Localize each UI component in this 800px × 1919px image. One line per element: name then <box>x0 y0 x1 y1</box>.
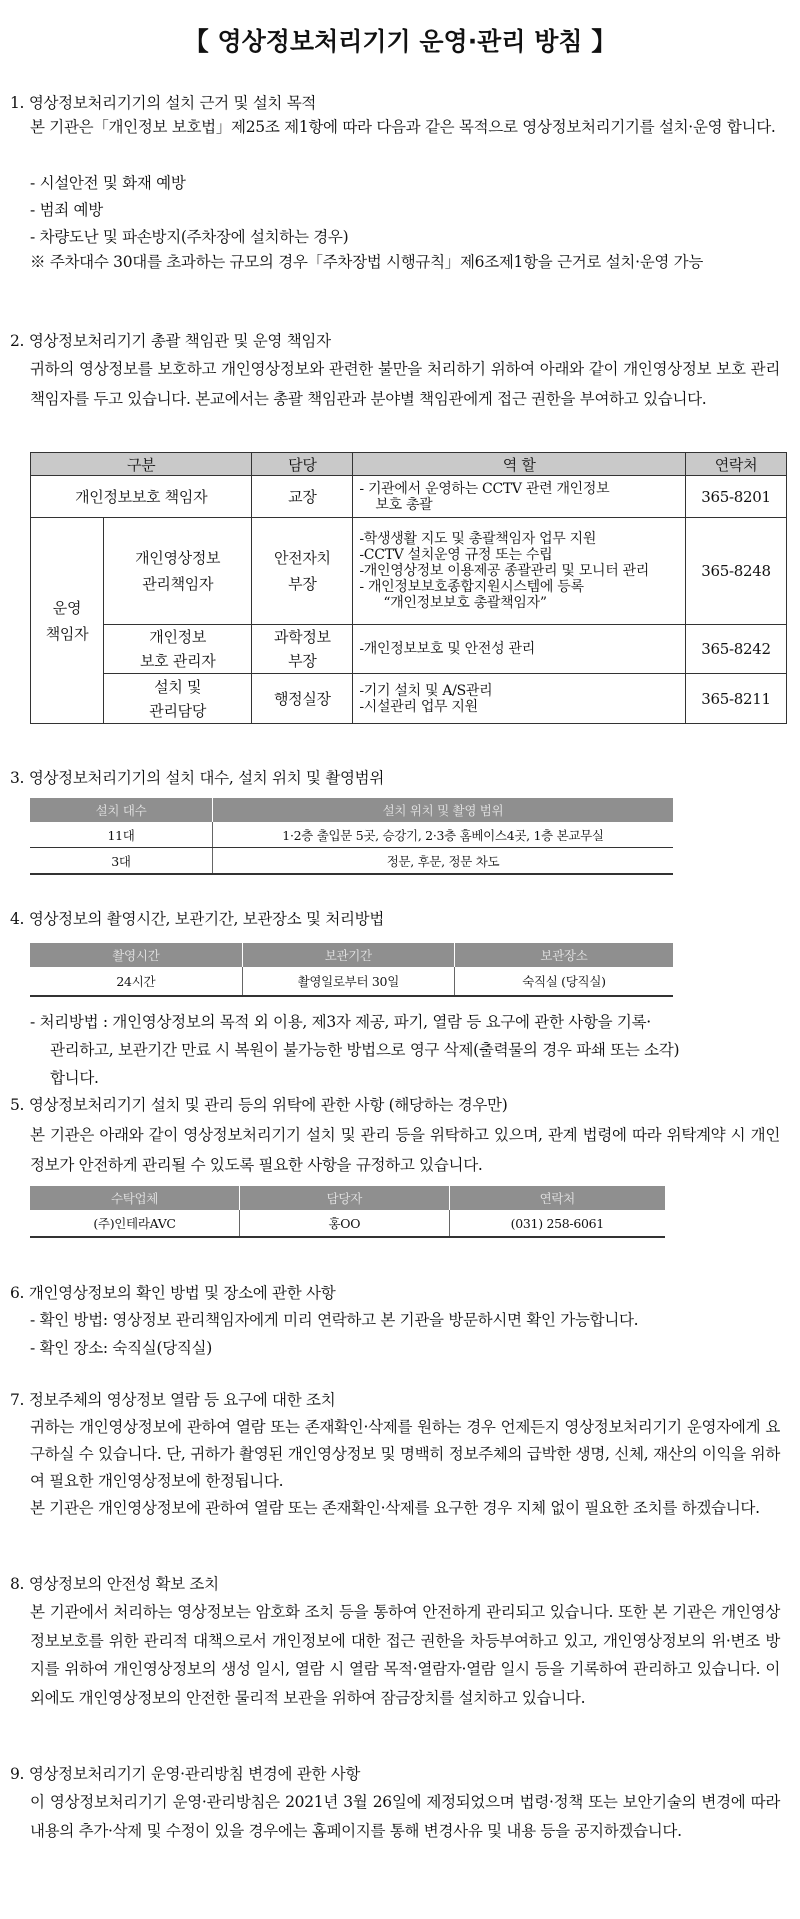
outsourcing-table <box>30 1186 665 1238</box>
section-7-body: 본 기관은 개인영상정보에 관하여 열람 또는 존재확인·삭제를 요구한 경우 지체 없이 필요한 조치를 하겠습니다. <box>30 1499 760 1517</box>
section-1-bullet: - 범죄 예방 <box>30 201 103 219</box>
section-3-heading: 3. 영상정보처리기기의 설치 대수, 설치 위치 및 촬영범위 <box>10 769 385 787</box>
table-cell: 촬영일로부터 30일 <box>242 967 454 996</box>
table-cell: 11대 <box>30 822 213 848</box>
row-label: 개인영상정보 관리책임자 <box>104 518 252 625</box>
section-1-bullet: - 시설안전 및 화재 예방 <box>30 174 186 192</box>
row-dept: 안전자치 부장 <box>252 518 353 625</box>
section-2-heading: 2. 영상정보처리기기 총괄 책임관 및 운영 책임자 <box>10 332 331 350</box>
table-cell: 24시간 <box>30 967 242 996</box>
row-label: 개인정보 보호 관리자 <box>104 625 252 674</box>
section-9-body: 이 영상정보처리기기 운영·관리방침은 2021년 3월 26일에 제정되었으며 법령·정책 또는 보안기술의 변경에 따라 내용의 추가·삭제 및 수정이 있을 경우에는 홈페이지를 통해 변경사유 및 내용 등을 공지하겠습니다. <box>30 1793 780 1840</box>
section-2-body: 귀하의 영상정보를 보호하고 개인영상정보와 관련한 불만을 처리하기 위하여 아래와 같이 개인영상정보 보호 관리책임자를 두고 있습니다. 본교에서는 총괄 책임관과 분야별 책임관에게 접근 권한을 부여하고 있습니다. <box>30 360 780 408</box>
table-row <box>30 848 673 875</box>
install-table <box>30 798 673 875</box>
col-header: 촬영시간 <box>30 943 242 967</box>
section-1-note: ※ 주차대수 30대를 초과하는 규모의 경우「주차장법 시행규칙」제6조제1항을 근거로 설치·운영 가능 <box>30 253 704 271</box>
col-header-role: 역 할 <box>353 453 686 476</box>
row-phone: 365-8242 <box>686 625 787 674</box>
col-header: 설치 대수 <box>30 798 213 822</box>
col-header: 설치 위치 및 촬영 범위 <box>213 798 674 822</box>
section-5-heading: 5. 영상정보처리기기 설치 및 관리 등의 위탁에 관한 사항 (해당하는 경우만) <box>10 1096 508 1114</box>
table-row <box>30 967 673 996</box>
table-cell: 숙직실 (당직실) <box>454 967 673 996</box>
table-row <box>31 674 787 724</box>
table-row <box>30 1210 665 1237</box>
section-6-heading: 6. 개인영상정보의 확인 방법 및 장소에 관한 사항 <box>10 1284 336 1302</box>
row-dept: 과학정보 부장 <box>252 625 353 674</box>
table-row <box>31 625 787 674</box>
col-header: 담당자 <box>240 1186 450 1210</box>
section-4-method: - 처리방법 : 개인영상정보의 목적 외 이용, 제3자 제공, 파기, 열람 등 요구에 관한 사항을 기록· <box>30 1013 651 1031</box>
section-6-bullet: - 확인 장소: 숙직실(당직실) <box>30 1339 212 1357</box>
section-4-method: 합니다. <box>50 1069 99 1087</box>
col-header: 보관기간 <box>242 943 454 967</box>
table-row <box>31 476 787 518</box>
row-role: -개인정보보호 및 안전성 관리 <box>353 625 686 674</box>
table-row <box>31 518 787 625</box>
section-1-bullet: - 차량도난 및 파손방지(주차장에 설치하는 경우) <box>30 228 349 246</box>
row-dept: 행정실장 <box>252 674 353 724</box>
section-1-body: 본 기관은「개인정보 보호법」제25조 제1항에 따라 다음과 같은 목적으로 영상정보처리기기를 설치·운영 합니다. <box>30 118 776 136</box>
col-header-contact: 연락처 <box>686 453 787 476</box>
row-label: 개인정보보호 책임자 <box>31 476 252 518</box>
section-1-heading: 1. 영상정보처리기기의 설치 근거 및 설치 목적 <box>10 94 317 112</box>
row-role: -기기 설치 및 A/S관리 -시설관리 업무 지원 <box>353 674 686 724</box>
section-5-body: 본 기관은 아래와 같이 영상정보처리기기 설치 및 관리 등을 위탁하고 있으며, 관계 법령에 따라 위탁계약 시 개인정보가 안전하게 관리될 수 있도록 필요한 사항을 규정하고 있습니다. <box>30 1126 780 1174</box>
retention-table <box>30 943 673 997</box>
group-label: 운영 책임자 <box>31 518 104 724</box>
responsibility-table <box>30 452 787 724</box>
section-4-method: 관리하고, 보관기간 만료 시 복원이 불가능한 방법으로 영구 삭제(출력물의 경우 파쇄 또는 소각) <box>50 1041 680 1059</box>
table-cell: 1·2층 출입문 5곳, 승강기, 2·3층 홈베이스4곳, 1층 본교무실 <box>213 822 674 848</box>
row-role: -학생생활 지도 및 총괄책임자 업무 지원 -CCTV 설치운영 규정 또는 수립 -개인영상정보 이용제공 종괄관리 및 모니터 관리 - 개인정보보호종합지원시스템에 등록 “개인정보보호 총괄책임자” <box>353 518 686 625</box>
table-cell: 홍OO <box>240 1210 450 1237</box>
section-7-body: 귀하는 개인영상정보에 관하여 열람 또는 존재확인·삭제를 원하는 경우 언제든지 영상정보처리기기 운영자에게 요구하실 수 있습니다. 단, 귀하가 촬영된 개인영상정보 및 명백히 정보주체의 급박한 생명, 신체, 재산의 이익을 위하여 필요한 개인영상정보에 한정됩니다. <box>30 1418 780 1490</box>
row-phone: 365-8201 <box>686 476 787 518</box>
table-cell: (주)인테라AVC <box>30 1210 240 1237</box>
col-header: 보관장소 <box>454 943 673 967</box>
table-row <box>30 822 673 848</box>
row-label: 설치 및 관리담당 <box>104 674 252 724</box>
table-cell: 3대 <box>30 848 213 875</box>
section-8-heading: 8. 영상정보의 안전성 확보 조치 <box>10 1575 219 1593</box>
col-header-category: 구분 <box>31 453 252 476</box>
section-6-bullet: - 확인 방법: 영상정보 관리책임자에게 미리 연락하고 본 기관을 방문하시면 확인 가능합니다. <box>30 1311 639 1329</box>
col-header: 수탁업체 <box>30 1186 240 1210</box>
table-cell: (031) 258-6061 <box>449 1210 665 1237</box>
col-header: 연락처 <box>449 1186 665 1210</box>
page-title: 【 영상정보처리기기 운영·관리 방침 】 <box>183 27 617 56</box>
section-4-heading: 4. 영상정보의 촬영시간, 보관기간, 보관장소 및 처리방법 <box>10 910 385 928</box>
section-9-heading: 9. 영상정보처리기기 운영·관리방침 변경에 관한 사항 <box>10 1765 361 1783</box>
row-phone: 365-8248 <box>686 518 787 625</box>
table-cell: 정문, 후문, 정문 차도 <box>213 848 674 875</box>
row-role: - 기관에서 운영하는 CCTV 관련 개인정보 보호 총괄 <box>353 476 686 518</box>
row-phone: 365-8211 <box>686 674 787 724</box>
col-header-dept: 담당 <box>252 453 353 476</box>
row-dept: 교장 <box>252 476 353 518</box>
section-7-heading: 7. 정보주체의 영상정보 열람 등 요구에 대한 조치 <box>10 1391 336 1409</box>
section-8-body: 본 기관에서 처리하는 영상정보는 암호화 조치 등을 통하여 안전하게 관리되고 있습니다. 또한 본 기관은 개인영상정보보호를 위한 관리적 대책으로서 개인정보에 대한 접근 권한을 차등부여하고 있고, 개인영상정보의 위·변조 방지를 위하여 개인영상정보의 생성 일시, 열람 시 열람 목적·열람자·열람 일시 등을 기록하여 관리하고 있습니다. 이 외에도 개인영상정보의 안전한 물리적 보관을 위하여 잠금장치를 설치하고 있습니다. <box>30 1603 780 1707</box>
